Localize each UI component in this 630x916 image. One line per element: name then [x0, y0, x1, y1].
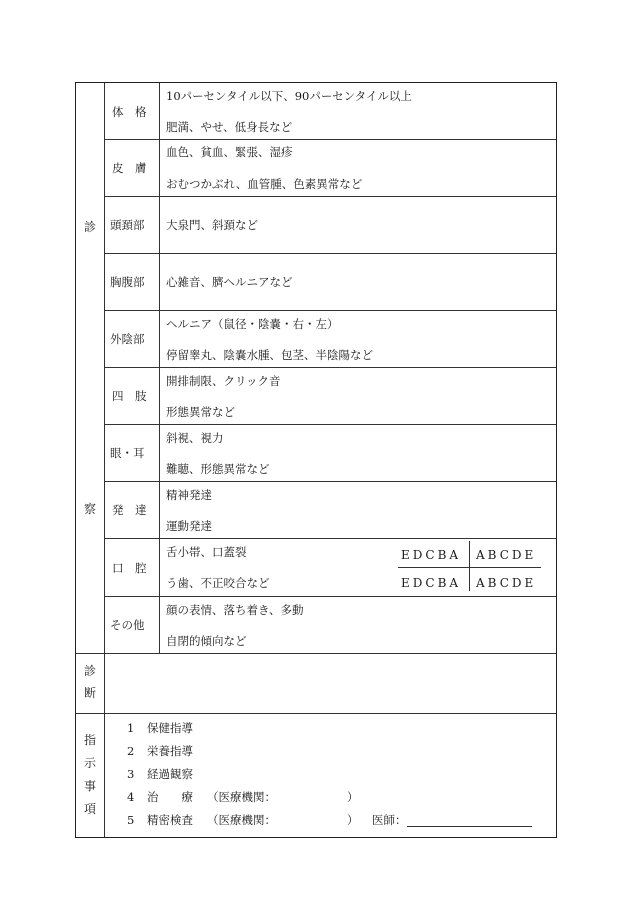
category-label: 頭頚部	[110, 218, 145, 232]
instructions-label-2: 示	[83, 756, 96, 770]
item-line: 顔の表情、落ち着き、多動	[166, 603, 304, 617]
category-label: 口 腔	[112, 561, 147, 575]
exam-section-label: 診	[83, 220, 96, 234]
item-line: 血色、貧血、緊張、湿疹	[166, 145, 293, 159]
item-line: う歯、不正咬合など	[166, 576, 270, 590]
instruction-text: 保健指導	[147, 721, 193, 735]
category-column-divider	[159, 83, 160, 653]
instructions-label-4: 項	[83, 802, 96, 816]
item-line: 大泉門、斜頚など	[166, 218, 258, 232]
row-divider	[104, 481, 556, 482]
item-line: おむつかぶれ、血管腫、色素異常など	[166, 177, 363, 191]
category-label: 体 格	[112, 105, 147, 119]
tooth-upper-left: ABCDE	[476, 548, 537, 562]
category-label: 外陰部	[110, 332, 145, 346]
paren-close: ）	[347, 790, 359, 804]
item-line: 肥満、やせ、低身長など	[166, 120, 293, 134]
instruction-text: 治 療	[147, 790, 193, 804]
medical-institution-label: （医療機関：	[207, 813, 276, 827]
tooth-chart-midline	[469, 541, 470, 591]
doctor-signature-line	[407, 814, 532, 827]
tooth-lower-right: EDCBA	[401, 576, 462, 590]
category-label: 胸腹部	[110, 275, 145, 289]
instruction-number: 5	[127, 813, 135, 827]
item-line: ヘルニア（鼠径・陰嚢・右・左）	[166, 317, 339, 331]
tooth-lower-left: ABCDE	[476, 576, 537, 590]
item-line: 難聴、形態異常など	[166, 462, 270, 476]
instruction-number: 1	[127, 721, 135, 735]
instruction-number: 3	[127, 767, 135, 781]
item-line: 斜視、視力	[166, 431, 224, 445]
item-line: 自閉的傾向など	[166, 634, 247, 648]
section-divider	[76, 713, 556, 714]
diagnosis-label-1: 診	[83, 664, 96, 678]
row-divider	[104, 367, 556, 368]
category-label: 四 肢	[112, 389, 147, 403]
row-divider	[104, 596, 556, 597]
item-line: 心雑音、臍ヘルニアなど	[166, 275, 293, 289]
item-line: 10パーセンタイル以下、90パーセンタイル以上	[166, 89, 412, 103]
category-label: 皮 膚	[112, 161, 147, 175]
item-line: 運動発達	[166, 519, 212, 533]
instruction-number: 2	[127, 744, 135, 758]
row-divider	[104, 196, 556, 197]
instruction-text: 栄養指導	[147, 744, 193, 758]
doctor-label-text: 医師：	[372, 813, 407, 827]
medical-institution-label: （医療機関：	[207, 790, 276, 804]
paren-close: ）	[347, 813, 359, 827]
diagnosis-label-2: 断	[83, 686, 96, 700]
item-line: 舌小帯、口蓋裂	[166, 545, 247, 559]
item-line: 精神発達	[166, 488, 212, 502]
row-divider	[104, 253, 556, 254]
row-divider	[104, 139, 556, 140]
section-divider	[76, 653, 556, 654]
instruction-text: 精密検査	[147, 813, 193, 827]
doctor-label	[372, 813, 532, 827]
row-divider	[104, 310, 556, 311]
tooth-upper-right: EDCBA	[401, 548, 462, 562]
item-line: 開排制限、クリック音	[166, 374, 281, 388]
category-label: その他	[110, 618, 145, 632]
instructions-label-1: 指	[83, 733, 96, 747]
item-line: 形態異常など	[166, 405, 235, 419]
row-divider	[104, 538, 556, 539]
tooth-chart-occlusal-line	[398, 567, 541, 568]
item-line: 停留睾丸、陰嚢水腫、包茎、半陰陽など	[166, 348, 373, 362]
exam-section-label-2: 察	[83, 502, 96, 516]
health-checkup-form	[75, 82, 557, 838]
instruction-number: 4	[127, 790, 135, 804]
row-divider	[104, 424, 556, 425]
instruction-text: 経過観察	[147, 767, 193, 781]
category-label: 発 達	[112, 503, 147, 517]
instructions-label-3: 事	[83, 779, 96, 793]
category-label: 眼・耳	[110, 446, 145, 460]
